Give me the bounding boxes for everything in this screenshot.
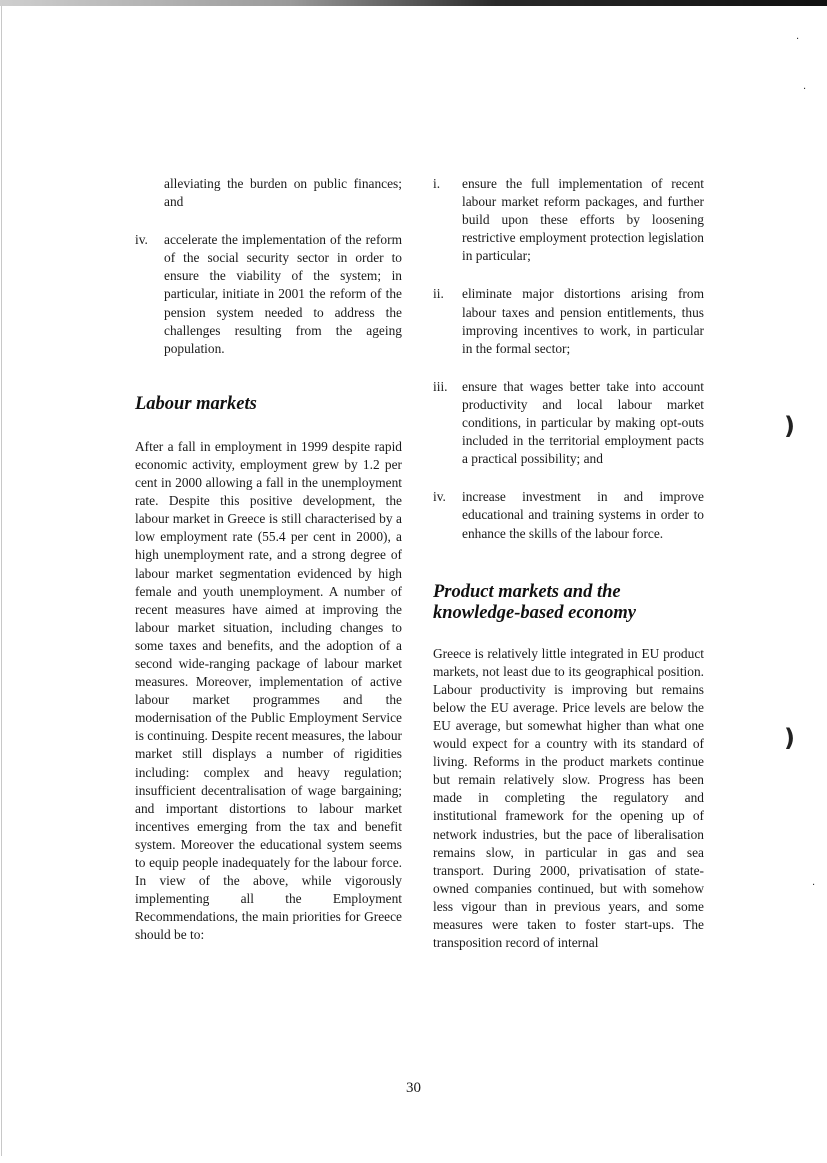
scan-hole-mark: )	[784, 412, 795, 440]
list-item-iv-left	[135, 231, 402, 358]
heading-line-2: knowledge-based economy	[433, 602, 636, 623]
right-column	[433, 175, 704, 952]
list-number: iii.	[433, 378, 448, 394]
scan-top-edge	[0, 0, 827, 6]
scan-speck-mark: ·	[812, 880, 816, 891]
list-continuation: alleviating the burden on public finances; and	[164, 176, 402, 210]
labour-markets-paragraph: After a fall in employment in 1999 despite rapid economic activity, employment grew by 1.2 per cent in 2000 allowing a fall in the unemployment rate. Despite this positive development, the labour market in Greece is still characterised by a low employment rate (55.4 per cent in 2000), a high unemployment rate, and a strong degree of labour market segmentation evidenced by high female and youth unemployment. A number of recent measures have aimed at improving the labour market situation, including changes to some taxes and benefits, and the adoption of a second wide-ranging package of labour market measures. Moreover, implementation of active labour market programmes and the modernisation of the Public Employment Service is continuing. Despite recent measures, the labour market still displays a number of rigidities including: complex and heavy regulation; insufficient decentralisation of wage bargaining; and important distortions to labour market incentives emerging from the tax and benefit system. Moreover the educational system seems to equip people inadequately for the labour force. In view of the above, while vigorously implementing all the Employment Recommendations, the main priorities for Greece should be to:	[135, 438, 402, 943]
product-markets-paragraph: Greece is relatively little integrated in EU product markets, not least due to its geographical position. Labour productivity is improving but remains below the EU average. Price levels are below the EU average, but somewhat higher than what one would expect for a country with its standard of living. Reforms in the product markets continue but remain relatively slow. Progress has been made in completing the regulatory and institutional framework for the opening up of network industries, but the pace of liberalisation remains slow, in particular in gas and sea transport. During 2000, privatisation of state-owned companies continued, but with somehow less vigour than in previous years, and some measures were taken to foster start-ups. The transposition record of internal	[433, 645, 704, 951]
list-item-iv-right	[433, 488, 704, 542]
page-number: 30	[406, 1080, 421, 1096]
scan-left-edge	[1, 6, 2, 1156]
list-text: eliminate major distortions arising from labour taxes and pension entitlements, thus improving incentives to work, in particular in the formal sector;	[462, 286, 704, 356]
list-item-ii	[433, 285, 704, 357]
list-item-iii	[433, 378, 704, 468]
scan-speck-mark: ·	[803, 84, 807, 95]
list-item-i	[433, 175, 704, 265]
scan-speck-mark: ·	[796, 34, 800, 45]
list-number: i.	[433, 176, 441, 191]
list-text: ensure that wages better take into account productivity and local labour market conditions, in particular by making opt-outs included in the territorial employment pacts a practical possibility; and	[462, 378, 704, 467]
heading-line-1: Product markets and the	[433, 581, 621, 602]
list-number: iv.	[135, 232, 148, 248]
list-number: iv.	[433, 489, 446, 505]
list-text: ensure the full implementation of recent labour market reform packages, and further build upon these efforts by loosening restrictive employment protection legislation in particular;	[462, 176, 704, 264]
list-text: accelerate the implementation of the reform of the social security sector in order to ensure the viability of the system; in particular, initiate in 2001 the reform of the pension system needed to address the challenges resulting from the ageing population.	[164, 232, 402, 356]
section-heading-product-markets	[433, 582, 704, 624]
section-heading-labour-markets: Labour markets	[135, 393, 257, 414]
list-number: ii.	[433, 286, 444, 302]
left-column	[135, 175, 402, 944]
list-text: increase investment in and improve educational and training systems in order to enhance the skills of the labour force.	[462, 489, 704, 541]
scan-hole-mark: )	[784, 724, 795, 752]
